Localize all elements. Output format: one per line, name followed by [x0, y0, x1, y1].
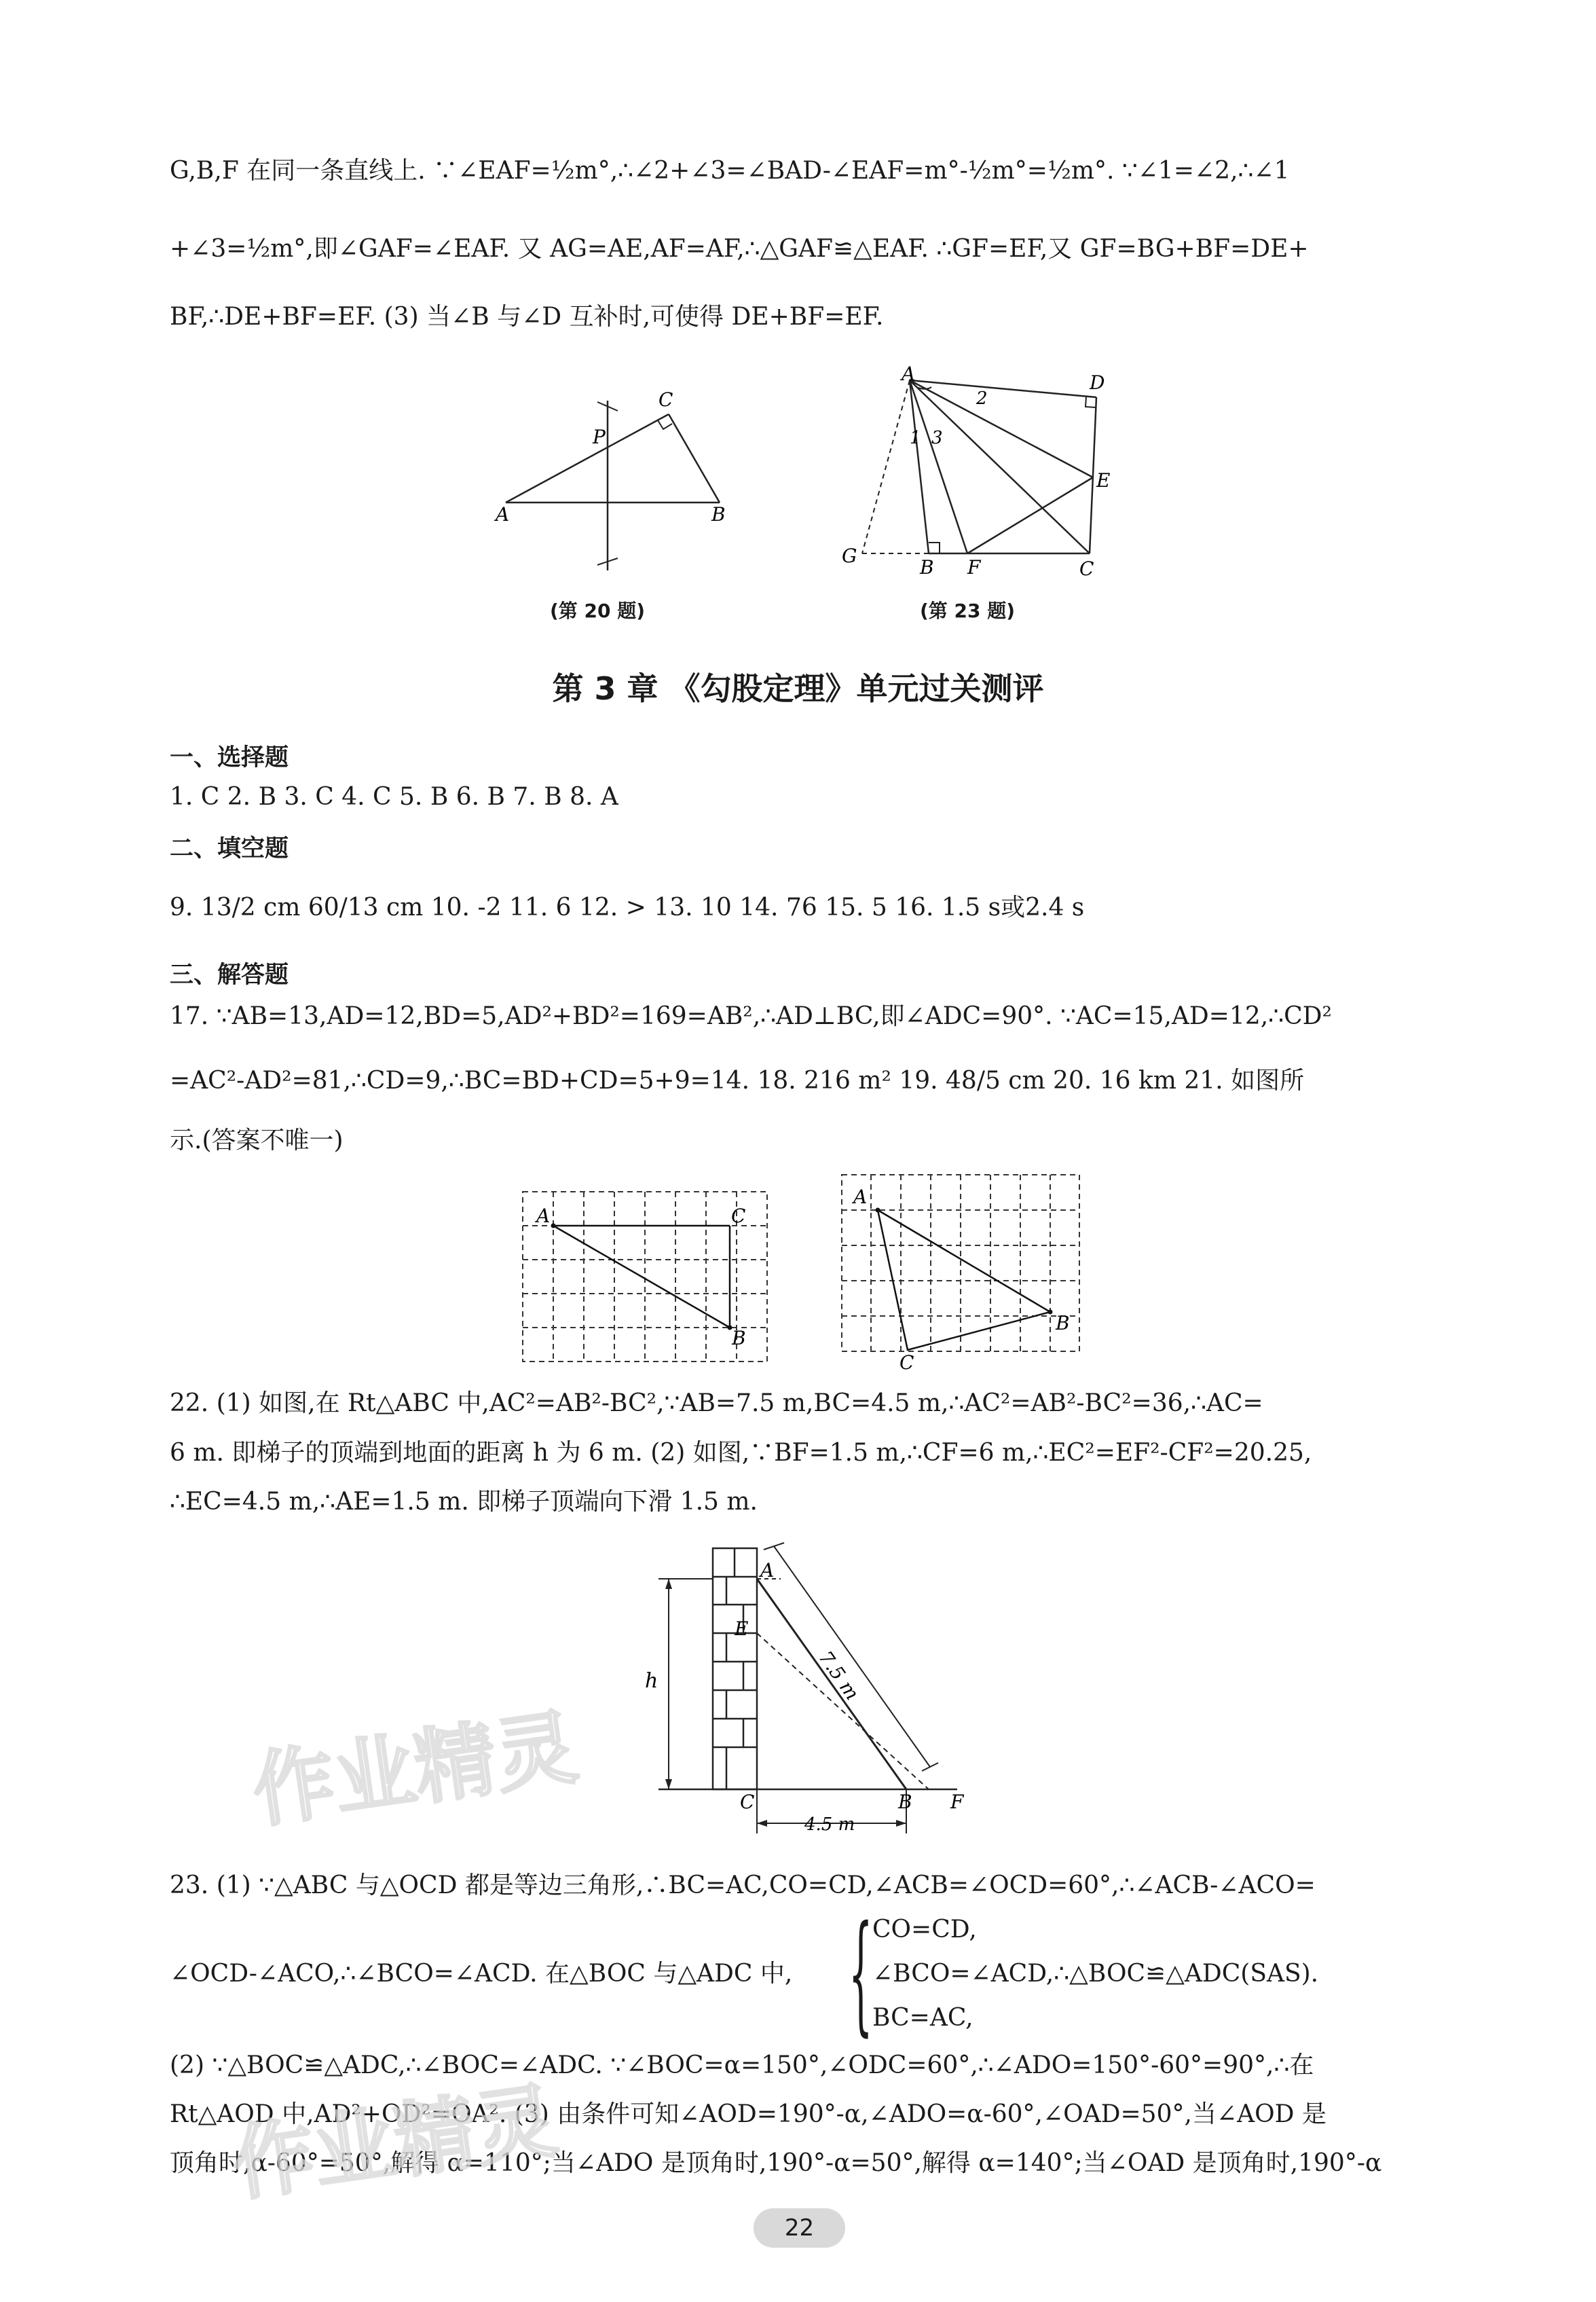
fig20-caption: (第 20 题) [550, 600, 646, 622]
fig22-label-e: E [735, 1618, 749, 1640]
fig23-label-e: E [1096, 469, 1111, 492]
section-solve-heading: 三、解答题 [170, 962, 289, 989]
q22-line-3: ∴EC=4.5 m,∴AE=1.5 m. 即梯子顶端向下滑 1.5 m. [170, 1488, 758, 1516]
section-choice-heading: 一、选择题 [170, 744, 289, 771]
fig23-label-g: G [842, 545, 857, 567]
fig21r-label-a: A [853, 1186, 868, 1208]
fig22-label-a: A [760, 1559, 775, 1582]
prev-line-3: BF,∴DE+BF=EF. (3) 当∠B 与∠D 互补时,可使得 DE+BF=EF. [170, 303, 884, 331]
fig22-label-f: F [950, 1791, 964, 1813]
fig22-label-b: B [898, 1791, 912, 1813]
fig23-angle-2: 2 [976, 388, 988, 409]
q23-brace-3: BC=AC, [872, 2004, 973, 2032]
q17-line-2: =AC²-AD²=81,∴CD=9,∴BC=BD+CD=5+9=14. 18. 216 m² 19. 48/5 cm 20. 16 km 21. 如图所 [170, 1067, 1305, 1095]
fig21r-label-b: B [1056, 1312, 1070, 1334]
watermark: 作业精灵 [247, 1700, 583, 1840]
fig21l-label-c: C [731, 1205, 746, 1227]
q22-line-1: 22. (1) 如图,在 Rt△ABC 中,AC²=AB²-BC²,∵AB=7.5 m,BC=4.5 m,∴AC²=AB²-BC²=36,∴AC= [170, 1389, 1263, 1417]
fig23-label-f: F [967, 556, 981, 579]
fig23-caption: (第 23 题) [920, 600, 1016, 622]
figure-22 [638, 1535, 978, 1847]
fig20-label-a: A [496, 503, 510, 526]
q23-line-4: Rt△AOD 中,AD²+OD²=OA². (3) 由条件可知∠AOD=190°-α,∠ADO=α-60°,∠OAD=50°,当∠AOD 是 [170, 2100, 1326, 2128]
watermark-2: 作业精灵 [227, 2074, 563, 2213]
prev-line-2: +∠3=½m°,即∠GAF=∠EAF. 又 AG=AE,AF=AF,∴△GAF≌△EAF. ∴GF=EF,又 GF=BG+BF=DE+ [170, 235, 1309, 263]
prev-line-1: G,B,F 在同一条直线上. ∵∠EAF=½m°,∴∠2+∠3=∠BAD-∠EAF=m°-½m°=½m°. ∵∠1=∠2,∴∠1 [170, 157, 1290, 185]
figure-21-left [516, 1182, 774, 1372]
fig23-angle-1: 1 [910, 428, 921, 448]
fig22-bc-length: 4.5 m [804, 1814, 855, 1835]
figure-21-right [832, 1168, 1090, 1372]
q23-line-1: 23. (1) ∵△ABC 与△OCD 都是等边三角形,∴BC=AC,CO=CD,∠ACB=∠OCD=60°,∴∠ACB-∠ACO= [170, 1871, 1316, 1899]
page-number: 22 [754, 2208, 845, 2248]
q17-line-3: 示.(答案不唯一) [170, 1127, 344, 1154]
fig23-label-a: A [902, 363, 916, 385]
fig21l-label-a: A [536, 1205, 551, 1227]
fig22-ladder-length: 7.5 m [814, 1647, 864, 1704]
fig20-label-p: P [593, 426, 606, 448]
q22-line-2: 6 m. 即梯子的顶端到地面的距离 h 为 6 m. (2) 如图,∵BF=1.5 m,∴CF=6 m,∴EC²=EF²-CF²=20.25, [170, 1439, 1312, 1467]
q23-brace-2: ∠BCO=∠ACD,∴△BOC≌△ADC(SAS). [872, 1960, 1319, 1988]
figure-23 [815, 363, 1134, 587]
choice-answers: 1. C 2. B 3. C 4. C 5. B 6. B 7. B 8. A [170, 783, 618, 811]
fig23-angle-3: 3 [931, 428, 943, 448]
fig23-label-d: D [1090, 371, 1105, 394]
figure-20 [489, 387, 747, 584]
fig21l-label-b: B [732, 1327, 746, 1349]
section-fill-heading: 二、填空题 [170, 835, 289, 862]
fig23-label-c: C [1079, 558, 1094, 580]
fig22-label-c: C [740, 1791, 755, 1813]
fig21r-label-c: C [899, 1351, 914, 1372]
fig22-label-h: h [645, 1669, 658, 1693]
q17-line-1: 17. ∵AB=13,AD=12,BD=5,AD²+BD²=169=AB²,∴AD⊥BC,即∠ADC=90°. ∵AC=15,AD=12,∴CD² [170, 1002, 1332, 1030]
q23-brace-1: CO=CD, [872, 1916, 977, 1943]
q23-line-3: (2) ∵△BOC≌△ADC,∴∠BOC=∠ADC. ∵∠BOC=α=150°,∠ODC=60°,∴∠ADO=150°-60°=90°,∴在 [170, 2051, 1314, 2079]
q23-line-2: ∠OCD-∠ACO,∴∠BCO=∠ACD. 在△BOC 与△ADC 中, [170, 1960, 793, 1988]
system-brace: { [849, 1900, 873, 2050]
fig20-label-b: B [711, 503, 726, 526]
chapter-title: 第 3 章 《勾股定理》单元过关测评 [552, 670, 1044, 707]
fig20-label-c: C [658, 388, 673, 411]
q23-line-5: 顶角时,α-60°=50°,解得 α=110°;当∠ADO 是顶角时,190°-α=50°,解得 α=140°;当∠OAD 是顶角时,190°-α [170, 2149, 1382, 2177]
fig23-label-b: B [920, 556, 934, 579]
fill-answers: 9. 13/2 cm 60/13 cm 10. -2 11. 6 12. > 13. 10 14. 76 15. 5 16. 1.5 s或2.4 s [170, 894, 1085, 921]
